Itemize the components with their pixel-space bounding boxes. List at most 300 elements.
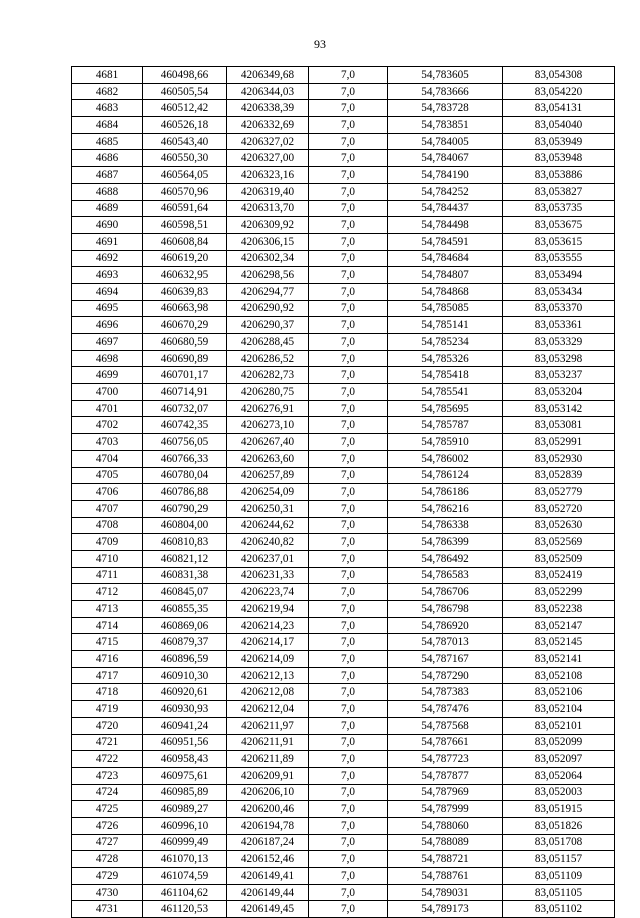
x-coordinate-cell: 460756,05 xyxy=(143,434,227,451)
point-number-cell: 4693 xyxy=(72,267,143,284)
table-row xyxy=(72,801,615,818)
point-number-cell: 4695 xyxy=(72,300,143,317)
longitude-cell: 83,052930 xyxy=(503,450,615,467)
x-coordinate-cell: 461120,53 xyxy=(143,901,227,918)
point-number-cell: 4700 xyxy=(72,384,143,401)
y-coordinate-cell: 4206323,16 xyxy=(227,167,309,184)
latitude-cell: 54,785234 xyxy=(388,334,503,351)
coordinates-table xyxy=(71,66,615,918)
table-row xyxy=(72,651,615,668)
point-number-cell: 4683 xyxy=(72,100,143,117)
width-cell: 7,0 xyxy=(309,784,388,801)
point-number-cell: 4686 xyxy=(72,150,143,167)
table-row xyxy=(72,217,615,234)
x-coordinate-cell: 461104,62 xyxy=(143,884,227,901)
width-cell: 7,0 xyxy=(309,417,388,434)
longitude-cell: 83,052839 xyxy=(503,467,615,484)
table-row xyxy=(72,751,615,768)
longitude-cell: 83,052569 xyxy=(503,534,615,551)
width-cell: 7,0 xyxy=(309,601,388,618)
width-cell: 7,0 xyxy=(309,684,388,701)
width-cell: 7,0 xyxy=(309,584,388,601)
point-number-cell: 4685 xyxy=(72,133,143,150)
table-row xyxy=(72,517,615,534)
table-row xyxy=(72,267,615,284)
latitude-cell: 54,785141 xyxy=(388,317,503,334)
table-row xyxy=(72,817,615,834)
longitude-cell: 83,052509 xyxy=(503,550,615,567)
table-row xyxy=(72,400,615,417)
width-cell: 7,0 xyxy=(309,367,388,384)
longitude-cell: 83,052106 xyxy=(503,684,615,701)
latitude-cell: 54,784591 xyxy=(388,233,503,250)
longitude-cell: 83,052720 xyxy=(503,500,615,517)
point-number-cell: 4726 xyxy=(72,817,143,834)
width-cell: 7,0 xyxy=(309,834,388,851)
latitude-cell: 54,786216 xyxy=(388,500,503,517)
x-coordinate-cell: 460690,89 xyxy=(143,350,227,367)
longitude-cell: 83,053142 xyxy=(503,400,615,417)
table-row xyxy=(72,417,615,434)
x-coordinate-cell: 460999,49 xyxy=(143,834,227,851)
width-cell: 7,0 xyxy=(309,67,388,84)
y-coordinate-cell: 4206187,24 xyxy=(227,834,309,851)
point-number-cell: 4704 xyxy=(72,450,143,467)
longitude-cell: 83,052003 xyxy=(503,784,615,801)
width-cell: 7,0 xyxy=(309,467,388,484)
width-cell: 7,0 xyxy=(309,83,388,100)
y-coordinate-cell: 4206231,33 xyxy=(227,567,309,584)
width-cell: 7,0 xyxy=(309,400,388,417)
width-cell: 7,0 xyxy=(309,851,388,868)
y-coordinate-cell: 4206273,10 xyxy=(227,417,309,434)
table-row xyxy=(72,634,615,651)
y-coordinate-cell: 4206149,45 xyxy=(227,901,309,918)
x-coordinate-cell: 460831,38 xyxy=(143,567,227,584)
point-number-cell: 4691 xyxy=(72,233,143,250)
y-coordinate-cell: 4206290,92 xyxy=(227,300,309,317)
y-coordinate-cell: 4206194,78 xyxy=(227,817,309,834)
table-row xyxy=(72,350,615,367)
latitude-cell: 54,783666 xyxy=(388,83,503,100)
table-row xyxy=(72,117,615,134)
point-number-cell: 4720 xyxy=(72,717,143,734)
x-coordinate-cell: 460941,24 xyxy=(143,717,227,734)
width-cell: 7,0 xyxy=(309,117,388,134)
y-coordinate-cell: 4206152,46 xyxy=(227,851,309,868)
longitude-cell: 83,053735 xyxy=(503,200,615,217)
latitude-cell: 54,787877 xyxy=(388,767,503,784)
point-number-cell: 4713 xyxy=(72,601,143,618)
table-row xyxy=(72,133,615,150)
longitude-cell: 83,053361 xyxy=(503,317,615,334)
y-coordinate-cell: 4206306,15 xyxy=(227,233,309,250)
x-coordinate-cell: 460701,17 xyxy=(143,367,227,384)
latitude-cell: 54,787476 xyxy=(388,701,503,718)
latitude-cell: 54,784498 xyxy=(388,217,503,234)
point-number-cell: 4697 xyxy=(72,334,143,351)
latitude-cell: 54,788060 xyxy=(388,817,503,834)
longitude-cell: 83,052238 xyxy=(503,601,615,618)
table-row xyxy=(72,450,615,467)
width-cell: 7,0 xyxy=(309,751,388,768)
latitude-cell: 54,785541 xyxy=(388,384,503,401)
longitude-cell: 83,053886 xyxy=(503,167,615,184)
latitude-cell: 54,786399 xyxy=(388,534,503,551)
page-number: 93 xyxy=(314,37,326,51)
table-row xyxy=(72,200,615,217)
table-row xyxy=(72,300,615,317)
longitude-cell: 83,052108 xyxy=(503,667,615,684)
width-cell: 7,0 xyxy=(309,734,388,751)
latitude-cell: 54,784868 xyxy=(388,283,503,300)
width-cell: 7,0 xyxy=(309,484,388,501)
width-cell: 7,0 xyxy=(309,384,388,401)
x-coordinate-cell: 460742,35 xyxy=(143,417,227,434)
point-number-cell: 4699 xyxy=(72,367,143,384)
y-coordinate-cell: 4206298,56 xyxy=(227,267,309,284)
longitude-cell: 83,054040 xyxy=(503,117,615,134)
longitude-cell: 83,054308 xyxy=(503,67,615,84)
y-coordinate-cell: 4206209,91 xyxy=(227,767,309,784)
table-body xyxy=(72,67,615,918)
point-number-cell: 4723 xyxy=(72,767,143,784)
width-cell: 7,0 xyxy=(309,567,388,584)
x-coordinate-cell: 460670,29 xyxy=(143,317,227,334)
table-row xyxy=(72,851,615,868)
x-coordinate-cell: 460821,12 xyxy=(143,550,227,567)
table-row xyxy=(72,317,615,334)
y-coordinate-cell: 4206212,13 xyxy=(227,667,309,684)
table-row xyxy=(72,434,615,451)
point-number-cell: 4688 xyxy=(72,183,143,200)
longitude-cell: 83,052141 xyxy=(503,651,615,668)
y-coordinate-cell: 4206149,41 xyxy=(227,868,309,885)
y-coordinate-cell: 4206286,52 xyxy=(227,350,309,367)
width-cell: 7,0 xyxy=(309,550,388,567)
latitude-cell: 54,785326 xyxy=(388,350,503,367)
y-coordinate-cell: 4206332,69 xyxy=(227,117,309,134)
x-coordinate-cell: 460958,43 xyxy=(143,751,227,768)
width-cell: 7,0 xyxy=(309,651,388,668)
latitude-cell: 54,786124 xyxy=(388,467,503,484)
latitude-cell: 54,784807 xyxy=(388,267,503,284)
x-coordinate-cell: 460845,07 xyxy=(143,584,227,601)
longitude-cell: 83,053298 xyxy=(503,350,615,367)
longitude-cell: 83,053675 xyxy=(503,217,615,234)
latitude-cell: 54,783605 xyxy=(388,67,503,84)
x-coordinate-cell: 460766,33 xyxy=(143,450,227,467)
x-coordinate-cell: 460608,84 xyxy=(143,233,227,250)
x-coordinate-cell: 460951,56 xyxy=(143,734,227,751)
x-coordinate-cell: 460714,91 xyxy=(143,384,227,401)
point-number-cell: 4692 xyxy=(72,250,143,267)
longitude-cell: 83,053555 xyxy=(503,250,615,267)
y-coordinate-cell: 4206244,62 xyxy=(227,517,309,534)
y-coordinate-cell: 4206211,97 xyxy=(227,717,309,734)
latitude-cell: 54,785910 xyxy=(388,434,503,451)
table-row xyxy=(72,150,615,167)
width-cell: 7,0 xyxy=(309,701,388,718)
width-cell: 7,0 xyxy=(309,100,388,117)
x-coordinate-cell: 460680,59 xyxy=(143,334,227,351)
width-cell: 7,0 xyxy=(309,233,388,250)
longitude-cell: 83,053237 xyxy=(503,367,615,384)
point-number-cell: 4707 xyxy=(72,500,143,517)
x-coordinate-cell: 460996,10 xyxy=(143,817,227,834)
width-cell: 7,0 xyxy=(309,717,388,734)
point-number-cell: 4719 xyxy=(72,701,143,718)
x-coordinate-cell: 461070,13 xyxy=(143,851,227,868)
longitude-cell: 83,051708 xyxy=(503,834,615,851)
x-coordinate-cell: 460619,20 xyxy=(143,250,227,267)
point-number-cell: 4702 xyxy=(72,417,143,434)
y-coordinate-cell: 4206223,74 xyxy=(227,584,309,601)
width-cell: 7,0 xyxy=(309,817,388,834)
latitude-cell: 54,786583 xyxy=(388,567,503,584)
point-number-cell: 4711 xyxy=(72,567,143,584)
longitude-cell: 83,053081 xyxy=(503,417,615,434)
y-coordinate-cell: 4206257,89 xyxy=(227,467,309,484)
point-number-cell: 4701 xyxy=(72,400,143,417)
table-row xyxy=(72,100,615,117)
x-coordinate-cell: 460570,96 xyxy=(143,183,227,200)
y-coordinate-cell: 4206302,34 xyxy=(227,250,309,267)
y-coordinate-cell: 4206276,91 xyxy=(227,400,309,417)
table-row xyxy=(72,717,615,734)
x-coordinate-cell: 460663,98 xyxy=(143,300,227,317)
point-number-cell: 4687 xyxy=(72,167,143,184)
x-coordinate-cell: 461074,59 xyxy=(143,868,227,885)
x-coordinate-cell: 460505,54 xyxy=(143,83,227,100)
width-cell: 7,0 xyxy=(309,267,388,284)
table-row xyxy=(72,250,615,267)
latitude-cell: 54,786186 xyxy=(388,484,503,501)
latitude-cell: 54,785418 xyxy=(388,367,503,384)
y-coordinate-cell: 4206214,23 xyxy=(227,617,309,634)
width-cell: 7,0 xyxy=(309,217,388,234)
latitude-cell: 54,783851 xyxy=(388,117,503,134)
longitude-cell: 83,053204 xyxy=(503,384,615,401)
width-cell: 7,0 xyxy=(309,133,388,150)
point-number-cell: 4690 xyxy=(72,217,143,234)
table-row xyxy=(72,701,615,718)
width-cell: 7,0 xyxy=(309,450,388,467)
width-cell: 7,0 xyxy=(309,150,388,167)
point-number-cell: 4706 xyxy=(72,484,143,501)
y-coordinate-cell: 4206212,08 xyxy=(227,684,309,701)
latitude-cell: 54,786002 xyxy=(388,450,503,467)
latitude-cell: 54,787013 xyxy=(388,634,503,651)
longitude-cell: 83,052299 xyxy=(503,584,615,601)
latitude-cell: 54,784437 xyxy=(388,200,503,217)
width-cell: 7,0 xyxy=(309,534,388,551)
longitude-cell: 83,052145 xyxy=(503,634,615,651)
width-cell: 7,0 xyxy=(309,767,388,784)
y-coordinate-cell: 4206212,04 xyxy=(227,701,309,718)
width-cell: 7,0 xyxy=(309,517,388,534)
y-coordinate-cell: 4206288,45 xyxy=(227,334,309,351)
longitude-cell: 83,053615 xyxy=(503,233,615,250)
table-row xyxy=(72,617,615,634)
y-coordinate-cell: 4206214,09 xyxy=(227,651,309,668)
table-row xyxy=(72,500,615,517)
table-row xyxy=(72,233,615,250)
latitude-cell: 54,785695 xyxy=(388,400,503,417)
table-row xyxy=(72,901,615,918)
point-number-cell: 4698 xyxy=(72,350,143,367)
y-coordinate-cell: 4206211,89 xyxy=(227,751,309,768)
x-coordinate-cell: 460869,06 xyxy=(143,617,227,634)
latitude-cell: 54,786338 xyxy=(388,517,503,534)
width-cell: 7,0 xyxy=(309,500,388,517)
point-number-cell: 4689 xyxy=(72,200,143,217)
table-row xyxy=(72,567,615,584)
latitude-cell: 54,786798 xyxy=(388,601,503,618)
latitude-cell: 54,787661 xyxy=(388,734,503,751)
latitude-cell: 54,788721 xyxy=(388,851,503,868)
y-coordinate-cell: 4206211,91 xyxy=(227,734,309,751)
width-cell: 7,0 xyxy=(309,300,388,317)
longitude-cell: 83,052099 xyxy=(503,734,615,751)
longitude-cell: 83,053949 xyxy=(503,133,615,150)
x-coordinate-cell: 460786,88 xyxy=(143,484,227,501)
width-cell: 7,0 xyxy=(309,434,388,451)
longitude-cell: 83,051826 xyxy=(503,817,615,834)
latitude-cell: 54,784005 xyxy=(388,133,503,150)
point-number-cell: 4714 xyxy=(72,617,143,634)
point-number-cell: 4717 xyxy=(72,667,143,684)
latitude-cell: 54,786492 xyxy=(388,550,503,567)
longitude-cell: 83,053494 xyxy=(503,267,615,284)
point-number-cell: 4715 xyxy=(72,634,143,651)
point-number-cell: 4681 xyxy=(72,67,143,84)
y-coordinate-cell: 4206237,01 xyxy=(227,550,309,567)
longitude-cell: 83,052147 xyxy=(503,617,615,634)
point-number-cell: 4712 xyxy=(72,584,143,601)
y-coordinate-cell: 4206313,70 xyxy=(227,200,309,217)
point-number-cell: 4705 xyxy=(72,467,143,484)
point-number-cell: 4731 xyxy=(72,901,143,918)
point-number-cell: 4724 xyxy=(72,784,143,801)
x-coordinate-cell: 460498,66 xyxy=(143,67,227,84)
point-number-cell: 4729 xyxy=(72,868,143,885)
y-coordinate-cell: 4206200,46 xyxy=(227,801,309,818)
point-number-cell: 4728 xyxy=(72,851,143,868)
y-coordinate-cell: 4206219,94 xyxy=(227,601,309,618)
table-row xyxy=(72,767,615,784)
x-coordinate-cell: 460632,95 xyxy=(143,267,227,284)
x-coordinate-cell: 460550,30 xyxy=(143,150,227,167)
x-coordinate-cell: 460855,35 xyxy=(143,601,227,618)
longitude-cell: 83,051109 xyxy=(503,868,615,885)
table-row xyxy=(72,367,615,384)
table-row xyxy=(72,283,615,300)
latitude-cell: 54,787290 xyxy=(388,667,503,684)
table-row xyxy=(72,67,615,84)
x-coordinate-cell: 460598,51 xyxy=(143,217,227,234)
latitude-cell: 54,785085 xyxy=(388,300,503,317)
table-row xyxy=(72,550,615,567)
y-coordinate-cell: 4206344,03 xyxy=(227,83,309,100)
point-number-cell: 4709 xyxy=(72,534,143,551)
longitude-cell: 83,052064 xyxy=(503,767,615,784)
latitude-cell: 54,787999 xyxy=(388,801,503,818)
width-cell: 7,0 xyxy=(309,283,388,300)
latitude-cell: 54,789031 xyxy=(388,884,503,901)
longitude-cell: 83,051105 xyxy=(503,884,615,901)
width-cell: 7,0 xyxy=(309,801,388,818)
point-number-cell: 4727 xyxy=(72,834,143,851)
table-row xyxy=(72,467,615,484)
width-cell: 7,0 xyxy=(309,884,388,901)
longitude-cell: 83,053370 xyxy=(503,300,615,317)
longitude-cell: 83,051102 xyxy=(503,901,615,918)
table-row xyxy=(72,884,615,901)
y-coordinate-cell: 4206250,31 xyxy=(227,500,309,517)
width-cell: 7,0 xyxy=(309,667,388,684)
longitude-cell: 83,054220 xyxy=(503,83,615,100)
y-coordinate-cell: 4206282,73 xyxy=(227,367,309,384)
longitude-cell: 83,052097 xyxy=(503,751,615,768)
table-row xyxy=(72,868,615,885)
table-row xyxy=(72,684,615,701)
longitude-cell: 83,053434 xyxy=(503,283,615,300)
latitude-cell: 54,786706 xyxy=(388,584,503,601)
y-coordinate-cell: 4206294,77 xyxy=(227,283,309,300)
longitude-cell: 83,051915 xyxy=(503,801,615,818)
width-cell: 7,0 xyxy=(309,250,388,267)
latitude-cell: 54,784067 xyxy=(388,150,503,167)
y-coordinate-cell: 4206240,82 xyxy=(227,534,309,551)
latitude-cell: 54,783728 xyxy=(388,100,503,117)
y-coordinate-cell: 4206338,39 xyxy=(227,100,309,117)
point-number-cell: 4716 xyxy=(72,651,143,668)
y-coordinate-cell: 4206214,17 xyxy=(227,634,309,651)
latitude-cell: 54,784252 xyxy=(388,183,503,200)
x-coordinate-cell: 460591,64 xyxy=(143,200,227,217)
width-cell: 7,0 xyxy=(309,334,388,351)
table-row xyxy=(72,784,615,801)
y-coordinate-cell: 4206263,60 xyxy=(227,450,309,467)
table-row xyxy=(72,834,615,851)
y-coordinate-cell: 4206254,09 xyxy=(227,484,309,501)
latitude-cell: 54,787969 xyxy=(388,784,503,801)
y-coordinate-cell: 4206290,37 xyxy=(227,317,309,334)
table-row xyxy=(72,584,615,601)
longitude-cell: 83,051157 xyxy=(503,851,615,868)
latitude-cell: 54,787723 xyxy=(388,751,503,768)
y-coordinate-cell: 4206309,92 xyxy=(227,217,309,234)
x-coordinate-cell: 460790,29 xyxy=(143,500,227,517)
longitude-cell: 83,052101 xyxy=(503,717,615,734)
y-coordinate-cell: 4206267,40 xyxy=(227,434,309,451)
latitude-cell: 54,788089 xyxy=(388,834,503,851)
width-cell: 7,0 xyxy=(309,634,388,651)
y-coordinate-cell: 4206149,44 xyxy=(227,884,309,901)
latitude-cell: 54,788761 xyxy=(388,868,503,885)
x-coordinate-cell: 460732,07 xyxy=(143,400,227,417)
width-cell: 7,0 xyxy=(309,200,388,217)
width-cell: 7,0 xyxy=(309,868,388,885)
point-number-cell: 4718 xyxy=(72,684,143,701)
latitude-cell: 54,787568 xyxy=(388,717,503,734)
table-row xyxy=(72,601,615,618)
table-row xyxy=(72,183,615,200)
table-row xyxy=(72,484,615,501)
table-row xyxy=(72,534,615,551)
table-row xyxy=(72,734,615,751)
